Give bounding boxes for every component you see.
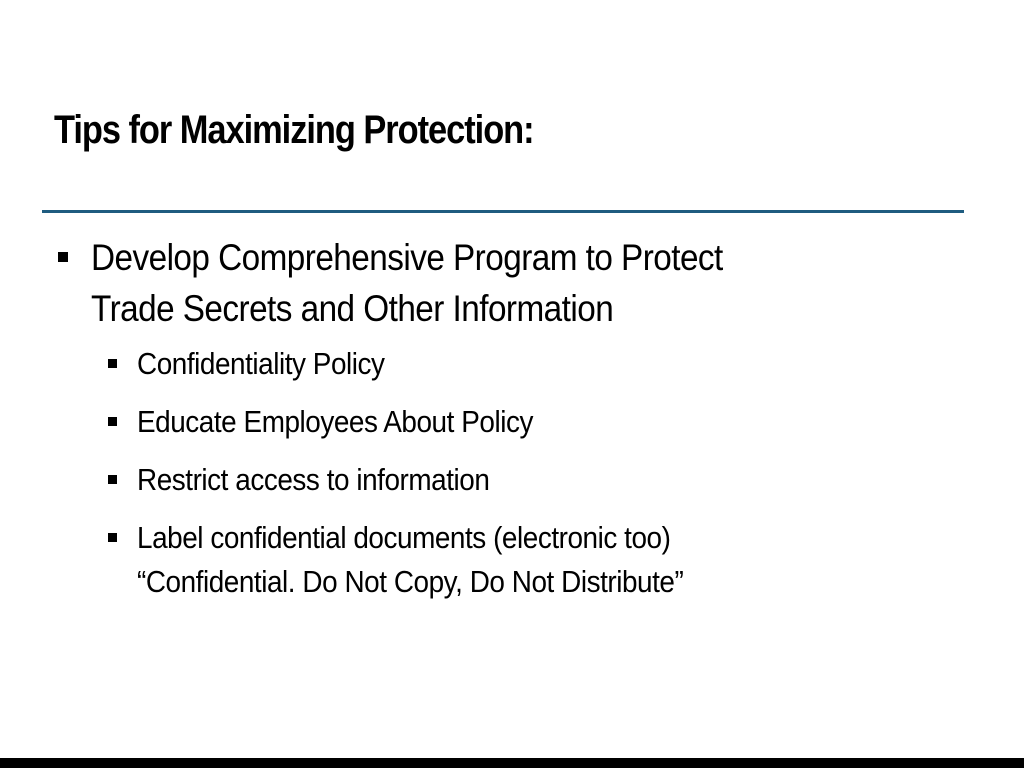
sub-bullet-text: Educate Employees About Policy: [137, 404, 533, 439]
square-bullet-icon: [58, 252, 68, 262]
sub-bullet-item-restrict-access: [102, 458, 916, 502]
sub-bullet-item-label-documents: [102, 516, 916, 604]
slide-title: Tips for Maximizing Protection:: [54, 108, 534, 152]
sub-bullet-list: [56, 342, 916, 604]
bullet-list: [56, 232, 916, 618]
sub-bullet-text: Restrict access to information: [137, 462, 490, 497]
bottom-bar: [0, 758, 1024, 768]
bullet-text-line-1: Develop Comprehensive Program to Protect: [91, 237, 723, 278]
sub-bullet-item-educate-employees: [102, 400, 916, 444]
title-divider: [42, 210, 964, 213]
sub-bullet-text-line-1: Label confidential documents (electronic too): [137, 520, 671, 555]
sub-bullet-item-confidentiality-policy: [102, 342, 916, 386]
square-bullet-icon: [108, 359, 117, 368]
square-bullet-icon: [108, 417, 117, 426]
square-bullet-icon: [108, 475, 117, 484]
bullet-item-main: [56, 232, 916, 334]
bullet-text-line-2: Trade Secrets and Other Information: [91, 288, 614, 329]
sub-bullet-text-line-2: “Confidential. Do Not Copy, Do Not Distribute”: [137, 564, 684, 599]
sub-bullet-text: Confidentiality Policy: [137, 346, 385, 381]
square-bullet-icon: [108, 533, 117, 542]
